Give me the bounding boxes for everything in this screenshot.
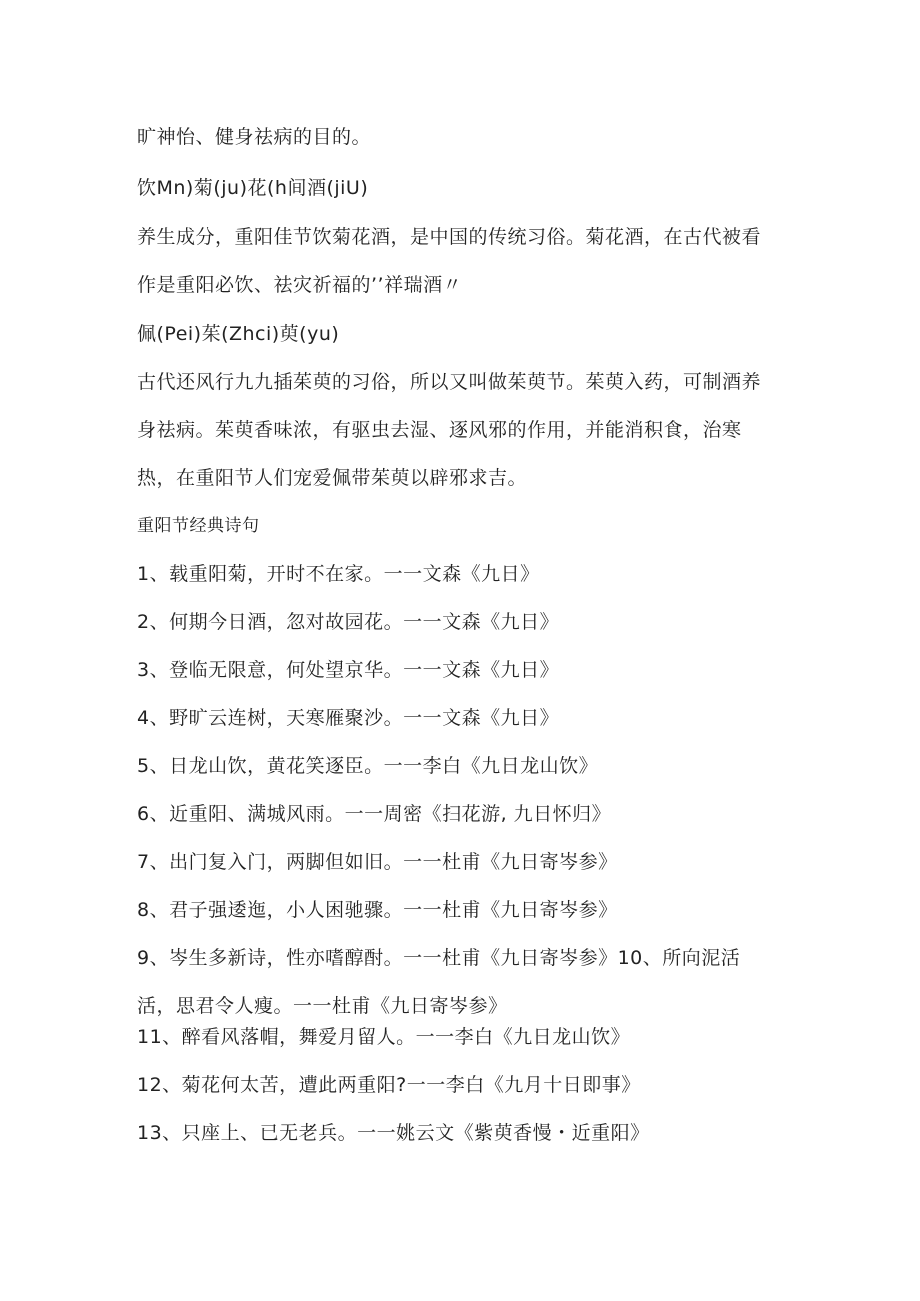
section-heading-cornel: 佩(Pei)茱(Zhci)萸(yu) [137, 323, 340, 345]
paragraph-line-6: 热，在重阳节人们宠爱佩带茱萸以辟邪求吉。 [137, 467, 528, 489]
poem-line-1: 1、载重阳菊，开时不在家。一一文森《九日》 [137, 563, 540, 585]
paragraph-line-1: 旷神怡、健身祛病的目的。 [137, 126, 372, 148]
paragraph-line-2: 养生成分，重阳佳节饮菊花酒，是中国的传统习俗。菊花酒，在古代被看 [137, 226, 762, 248]
poem-line-4: 4、野旷云连树，天寒雁聚沙。一一文森《九日》 [137, 707, 560, 729]
poem-line-6: 6、近重阳、满城风雨。一一周密《扫花游, 九日怀归》 [137, 803, 612, 825]
poem-line-11: 11、醉看风落帽，舞爱月留人。一一李白《九日龙山饮》 [137, 1026, 631, 1048]
poem-line-2: 2、何期今日酒，忽对故园花。一一文森《九日》 [137, 611, 560, 633]
poem-line-9-and-10-start: 9、岑生多新诗，性亦嗜醇酎。一一杜甫《九日寄岑参》10、所向泥活 [137, 947, 741, 969]
poem-line-13: 13、只座上、已无老兵。一一姚云文《紫萸香慢・近重阳》 [137, 1122, 650, 1144]
poem-line-3: 3、登临无限意，何处望京华。一一文森《九日》 [137, 659, 560, 681]
paragraph-line-5: 身祛病。茱萸香味浓，有驱虫去湿、逐风邪的作用，并能消积食，治寒 [137, 419, 742, 441]
poem-line-12: 12、菊花何太苦，遭此两重阳?一一李白《九月十日即事》 [137, 1074, 641, 1096]
section-heading-poems: 重阳节经典诗句 [137, 516, 260, 536]
section-heading-chrysanthemum-wine: 饮Mn)菊(ju)花(h间酒(jiU) [137, 177, 369, 199]
poem-line-10-end: 活，思君令人瘦。一一杜甫《九日寄岑参》 [137, 995, 508, 1017]
poem-line-7: 7、出门复入门，两脚但如旧。一一杜甫《九日寄岑参》 [137, 851, 618, 873]
poem-line-8: 8、君子强逶迤，小人困驰骤。一一杜甫《九日寄岑参》 [137, 899, 618, 921]
paragraph-line-4: 古代还风行九九插茱萸的习俗，所以又叫做茱萸节。茱萸入药，可制酒养 [137, 371, 762, 393]
poem-line-5: 5、日龙山饮，黄花笑逐臣。一一李白《九日龙山饮》 [137, 755, 599, 777]
paragraph-line-3: 作是重阳必饮、祛灾祈福的’’祥瑞酒〃 [137, 274, 463, 296]
